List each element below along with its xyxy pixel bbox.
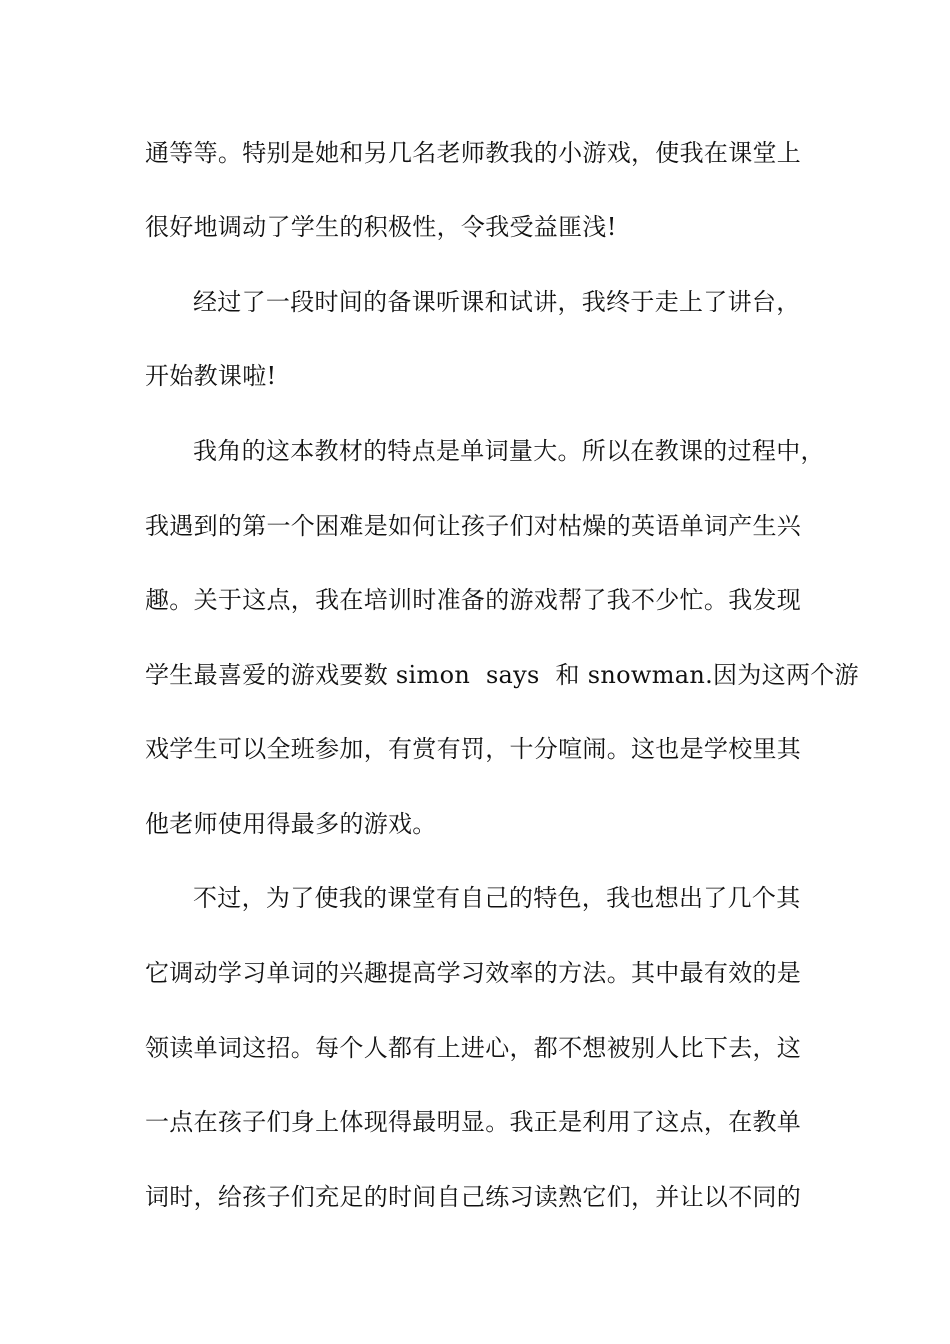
text-line: 一点在孩子们身上体现得最明显。我正是利用了这点，在教单 (145, 1108, 802, 1136)
text-line: 趣。关于这点，我在培训时准备的游戏帮了我不少忙。我发现 (145, 586, 802, 614)
text-line: 领读单词这招。每个人都有上进心，都不想被别人比下去，这 (145, 1034, 802, 1062)
paragraph-start-line: 不过，为了使我的课堂有自己的特色，我也想出了几个其 (193, 884, 801, 912)
text-line: 很好地调动了学生的积极性，令我受益匪浅! (145, 213, 617, 241)
text-line: 我遇到的第一个困难是如何让孩子们对枯燥的英语单词产生兴 (145, 512, 802, 540)
text-line: 学生最喜爱的游戏要数 simon says 和 snowman.因为这两个游 (145, 661, 859, 689)
text-line: 通等等。特别是她和另几名老师教我的小游戏，使我在课堂上 (145, 139, 802, 167)
text-line: 词时，给孩子们充足的时间自己练习读熟它们，并让以不同的 (145, 1183, 802, 1211)
text-line: 它调动学习单词的兴趣提高学习效率的方法。其中最有效的是 (145, 959, 802, 987)
text-line: 开始教课啦! (145, 362, 277, 390)
paragraph-start-line: 经过了一段时间的备课听课和试讲，我终于走上了讲台， (193, 288, 801, 316)
paragraph-start-line: 我角的这本教材的特点是单词量大。所以在教课的过程中， (193, 437, 825, 465)
text-line: 戏学生可以全班参加，有赏有罚，十分喧闹。这也是学校里其 (145, 735, 802, 763)
text-line: 他老师使用得最多的游戏。 (145, 810, 437, 838)
